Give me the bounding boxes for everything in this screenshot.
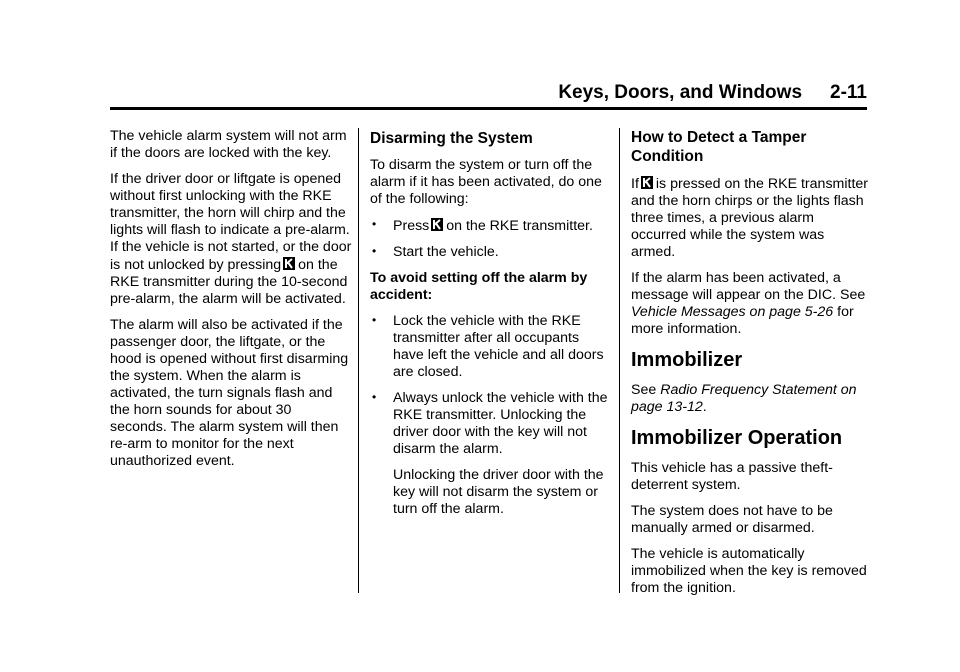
list-item xyxy=(370,390,610,458)
header-rule xyxy=(110,107,867,110)
paragraph xyxy=(631,175,871,261)
section-heading-large: Immobilizer Operation xyxy=(631,427,843,449)
cross-reference-link[interactable]: Radio Frequency Statement on page 13-12 xyxy=(631,382,857,415)
paragraph: This vehicle has a passive theft-deterrent system. xyxy=(631,460,833,493)
paragraph xyxy=(631,382,871,416)
paragraph-text: See xyxy=(631,382,657,398)
bold-lead: To avoid setting off the alarm by accident: xyxy=(370,270,588,303)
paragraph: To disarm the system or turn off the alarm if it has been activated, do one of the following: xyxy=(370,157,602,207)
sub-paragraph: Unlocking the driver door with the key will not disarm the system or turn off the alarm. xyxy=(393,467,604,517)
rke-unlock-icon xyxy=(641,176,653,189)
list-text: Press xyxy=(393,218,430,234)
bullet-list xyxy=(370,217,610,261)
paragraph-text: on the RKE transmitter during the 10-second pre-alarm, the alarm will be activated. xyxy=(110,257,348,307)
bullet-icon: • xyxy=(372,313,377,327)
paragraph: The alarm will also be activated if the passenger door, the liftgate, or the hood is opened without first disarming the system. When the alarm is activated, the turn signals flash and the horn sounds for about 30 seconds. The alarm system will then re-arm to monitor for the next unauthorized event. xyxy=(110,317,349,469)
list-text: Start the vehicle. xyxy=(393,244,499,260)
list-item xyxy=(370,313,610,381)
cross-reference-link[interactable]: Vehicle Messages on page 5-26 xyxy=(631,304,834,320)
column-1 xyxy=(110,128,352,479)
section-title: Keys, Doors, and Windows xyxy=(558,82,803,103)
paragraph: The vehicle alarm system will not arm if the doors are locked with the key. xyxy=(110,128,347,161)
bullet-icon: • xyxy=(372,390,377,404)
paragraph: The system does not have to be manually armed or disarmed. xyxy=(631,503,833,536)
paragraph-text: If the driver door or liftgate is opened without first unlocking with the RKE transmitter, the horn will chirp and the lights will flash to indicate a pre-alarm. If the vehicle is not started, or the door is not unlocked by pressing xyxy=(110,171,352,273)
column-2 xyxy=(370,128,610,527)
column-divider xyxy=(358,128,359,593)
paragraph-text: for more information. xyxy=(631,304,854,337)
list-text: Always unlock the vehicle with the RKE transmitter. Unlocking the driver door with the key will not disarm the alarm. xyxy=(393,390,608,457)
rke-unlock-icon xyxy=(431,218,443,231)
bullet-icon: • xyxy=(372,244,377,258)
list-text: on the RKE transmitter. xyxy=(446,218,593,234)
section-heading-large: Immobilizer xyxy=(631,349,743,371)
bullet-list xyxy=(370,313,610,458)
rke-unlock-icon xyxy=(283,257,295,270)
paragraph xyxy=(631,270,871,338)
list-text: Lock the vehicle with the RKE transmitter after all occupants have left the vehicle and all doors are closed. xyxy=(393,313,604,380)
paragraph xyxy=(110,171,352,308)
section-heading: Disarming the System xyxy=(370,130,533,147)
list-item xyxy=(370,244,610,261)
page-header xyxy=(0,82,867,104)
paragraph-text: . xyxy=(702,399,707,415)
paragraph-text: is pressed on the RKE transmitter and the horn chirps or the lights flash three times, a previous alarm occurred while the system was armed. xyxy=(631,176,869,260)
section-heading: How to Detect a Tamper Condition xyxy=(631,129,807,165)
column-divider xyxy=(619,128,620,593)
list-item xyxy=(370,217,610,235)
paragraph: The vehicle is automatically immobilized when the key is removed from the ignition. xyxy=(631,546,867,596)
bullet-icon: • xyxy=(372,217,377,231)
paragraph-text: If xyxy=(631,176,639,192)
paragraph-text: If the alarm has been activated, a message will appear on the DIC. See xyxy=(631,270,866,303)
column-3 xyxy=(631,128,871,606)
page-number: 2-11 xyxy=(830,82,867,103)
